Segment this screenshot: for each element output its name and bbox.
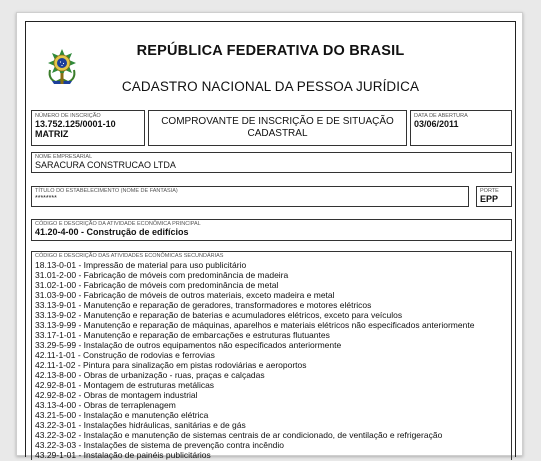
- list-item: 33.13-9-02 - Manutenção e reparação de baterias e acumuladores elétricos, exceto para veículos: [35, 310, 403, 320]
- list-item: 33.13-9-01 - Manutenção e reparação de geradores, transformadores e motores elétricos: [35, 300, 372, 310]
- business-name-box: [31, 152, 512, 173]
- list-item: 43.22-3-01 - Instalações hidráulicas, sanitárias e de gás: [35, 420, 246, 430]
- header-subtitle: CADASTRO NACIONAL DA PESSOA JURÍDICA: [121, 79, 420, 94]
- inscription-number: 13.752.125/0001-10: [35, 119, 116, 129]
- main-activity-box: [31, 219, 512, 241]
- document-heading-line1: COMPROVANTE DE INSCRIÇÃO E DE SITUAÇÃO: [161, 116, 394, 127]
- list-item: 33.17-1-01 - Manutenção e reparação de embarcações e estruturas flutuantes: [35, 330, 330, 340]
- trade-name-value: ********: [35, 195, 57, 202]
- secondary-activities-label: CÓDIGO E DESCRIÇÃO DAS ATIVIDADES ECONÔMICAS SECUNDÁRIAS: [35, 253, 224, 259]
- main-activity-value: 41.20-4-00 - Construção de edifícios: [35, 227, 189, 237]
- size-value: EPP: [480, 194, 499, 204]
- list-item: 31.02-1-00 - Fabricação de móveis com predominância de metal: [35, 280, 279, 290]
- business-name-value: SARACURA CONSTRUCAO LTDA: [35, 160, 176, 170]
- list-item: 31.03-9-00 - Fabricação de móveis de outros materiais, exceto madeira e metal: [35, 290, 335, 300]
- list-item: 43.13-4-00 - Obras de terraplenagem: [35, 400, 176, 410]
- list-item: 43.21-5-00 - Instalação e manutenção elétrica: [35, 410, 209, 420]
- secondary-activities-box: [31, 251, 512, 460]
- list-item: 33.29-5-99 - Instalação de outros equipamentos não especificados anteriormente: [35, 340, 342, 350]
- inscription-label: NÚMERO DE INSCRIÇÃO: [35, 113, 101, 119]
- opening-date-box: [410, 110, 512, 146]
- list-item: 43.29-1-01 - Instalação de painéis publicitários: [35, 450, 211, 460]
- list-item: 31.01-2-00 - Fabricação de móveis com predominância de madeira: [35, 270, 289, 280]
- list-item: 42.92-8-01 - Montagem de estruturas metálicas: [35, 380, 215, 390]
- secondary-activities-list: [35, 260, 508, 460]
- list-item: 43.22-3-03 - Instalações de sistema de prevenção contra incêndio: [35, 440, 285, 450]
- list-item: 42.11-1-02 - Pintura para sinalização em pistas rodoviárias e aeroportos: [35, 360, 307, 370]
- inscription-type: MATRIZ: [35, 129, 69, 139]
- list-item: 33.13-9-99 - Manutenção e reparação de máquinas, aparelhos e materiais elétricos não especificados anteriormente: [35, 320, 475, 330]
- size-box: [476, 186, 512, 207]
- document-heading-box: [148, 110, 407, 146]
- list-item: 42.13-8-00 - Obras de urbanização - ruas, praças e calçadas: [35, 370, 265, 380]
- document-page: [16, 12, 523, 460]
- opening-date-label: DATA DE ABERTURA: [414, 113, 468, 119]
- list-item: 42.92-8-02 - Obras de montagem industrial: [35, 390, 198, 400]
- document-frame: [25, 21, 516, 460]
- list-item: 18.13-0-01 - Impressão de material para uso publicitário: [35, 260, 247, 270]
- size-label: PORTE: [480, 188, 499, 194]
- trade-name-box: [31, 186, 469, 207]
- business-name-label: NOME EMPRESARIAL: [35, 154, 93, 160]
- opening-date-value: 03/06/2011: [414, 119, 459, 129]
- inscription-box: [31, 110, 145, 146]
- list-item: 43.22-3-02 - Instalação e manutenção de sistemas centrais de ar condicionado, de ventilação e refrigeração: [35, 430, 443, 440]
- trade-name-label: TÍTULO DO ESTABELECIMENTO (NOME DE FANTASIA): [35, 188, 178, 194]
- document-heading-line2: CADASTRAL: [247, 128, 308, 139]
- header-title: REPÚBLICA FEDERATIVA DO BRASIL: [136, 43, 405, 59]
- main-activity-label: CÓDIGO E DESCRIÇÃO DA ATIVIDADE ECONÔMICA PRINCIPAL: [35, 221, 201, 227]
- list-item: 42.11-1-01 - Construção de rodovias e ferrovias: [35, 350, 215, 360]
